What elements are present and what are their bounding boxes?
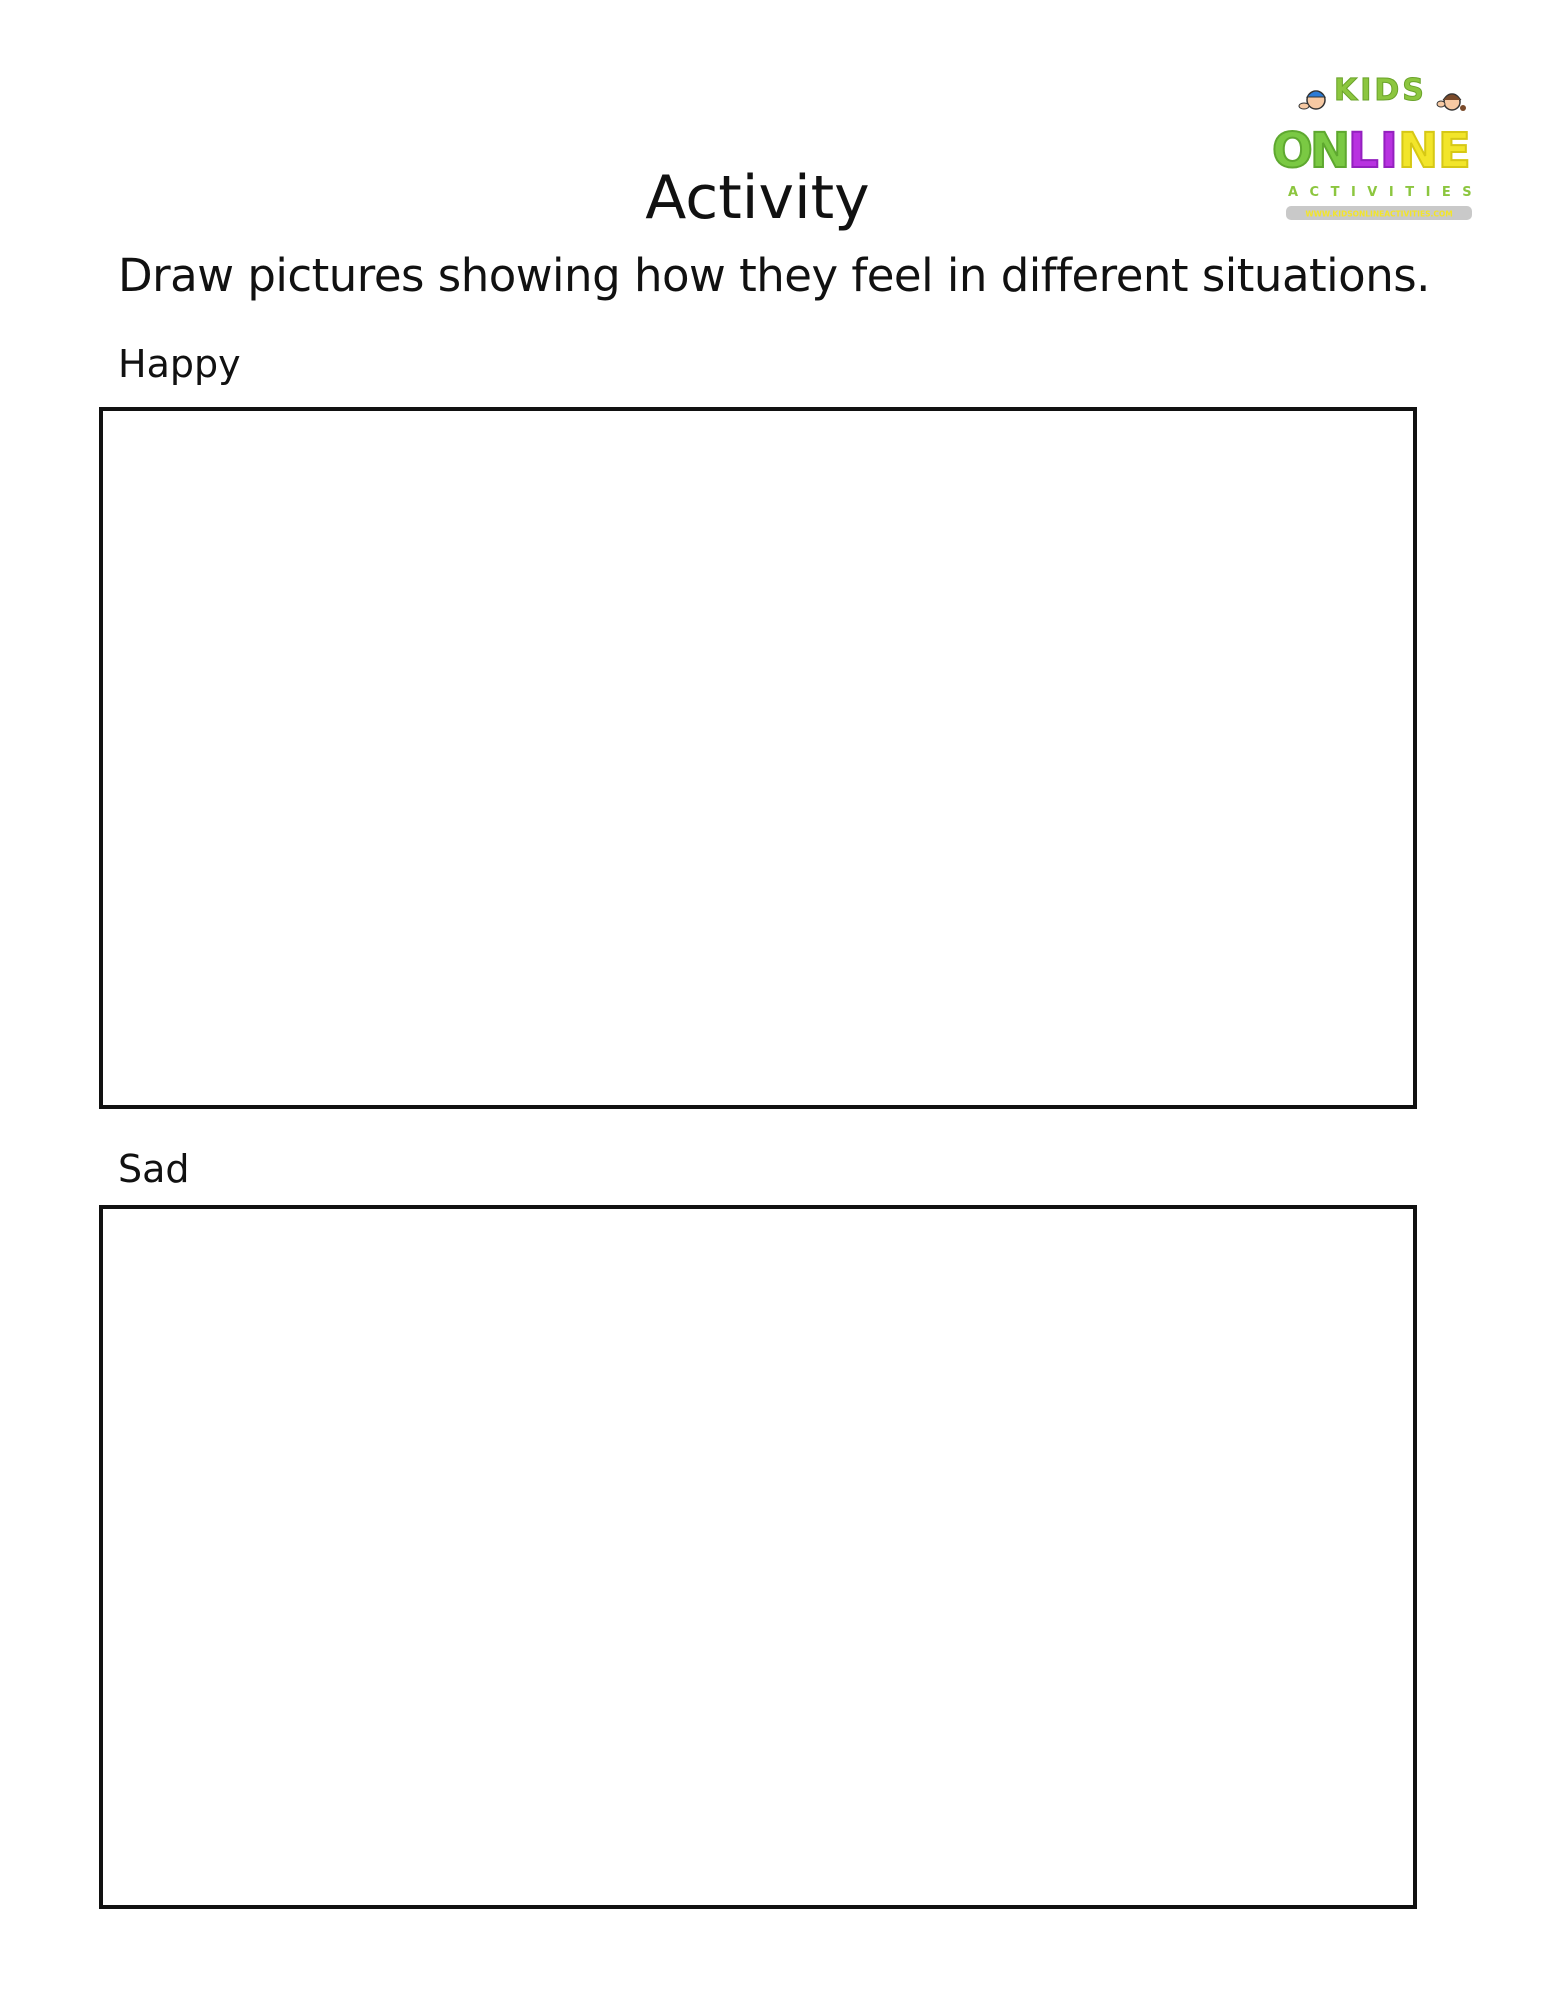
happy-drawing-box[interactable]	[99, 407, 1417, 1109]
svg-text:KIDS: KIDS	[1334, 73, 1427, 108]
svg-text:ACTIVITIES: ACTIVITIES	[1288, 185, 1484, 200]
svg-text:N: N	[1398, 123, 1439, 179]
sad-drawing-box[interactable]	[99, 1205, 1417, 1909]
svg-text:E: E	[1438, 123, 1471, 179]
svg-text:WWW.KIDSONLINEACTIVITIES.COM: WWW.KIDSONLINEACTIVITIES.COM	[1305, 209, 1453, 219]
svg-text:O: O	[1272, 123, 1313, 179]
svg-text:N: N	[1310, 123, 1351, 179]
girl-face-icon	[1437, 94, 1466, 111]
sad-label: Sad	[118, 1147, 190, 1191]
svg-text:I: I	[1380, 123, 1398, 179]
svg-text:L: L	[1348, 123, 1379, 179]
instructions-text: Draw pictures showing how they feel in different situations.	[118, 249, 1430, 302]
page-title: Activity	[645, 163, 870, 233]
boy-face-icon	[1299, 91, 1325, 109]
happy-label: Happy	[118, 342, 241, 386]
